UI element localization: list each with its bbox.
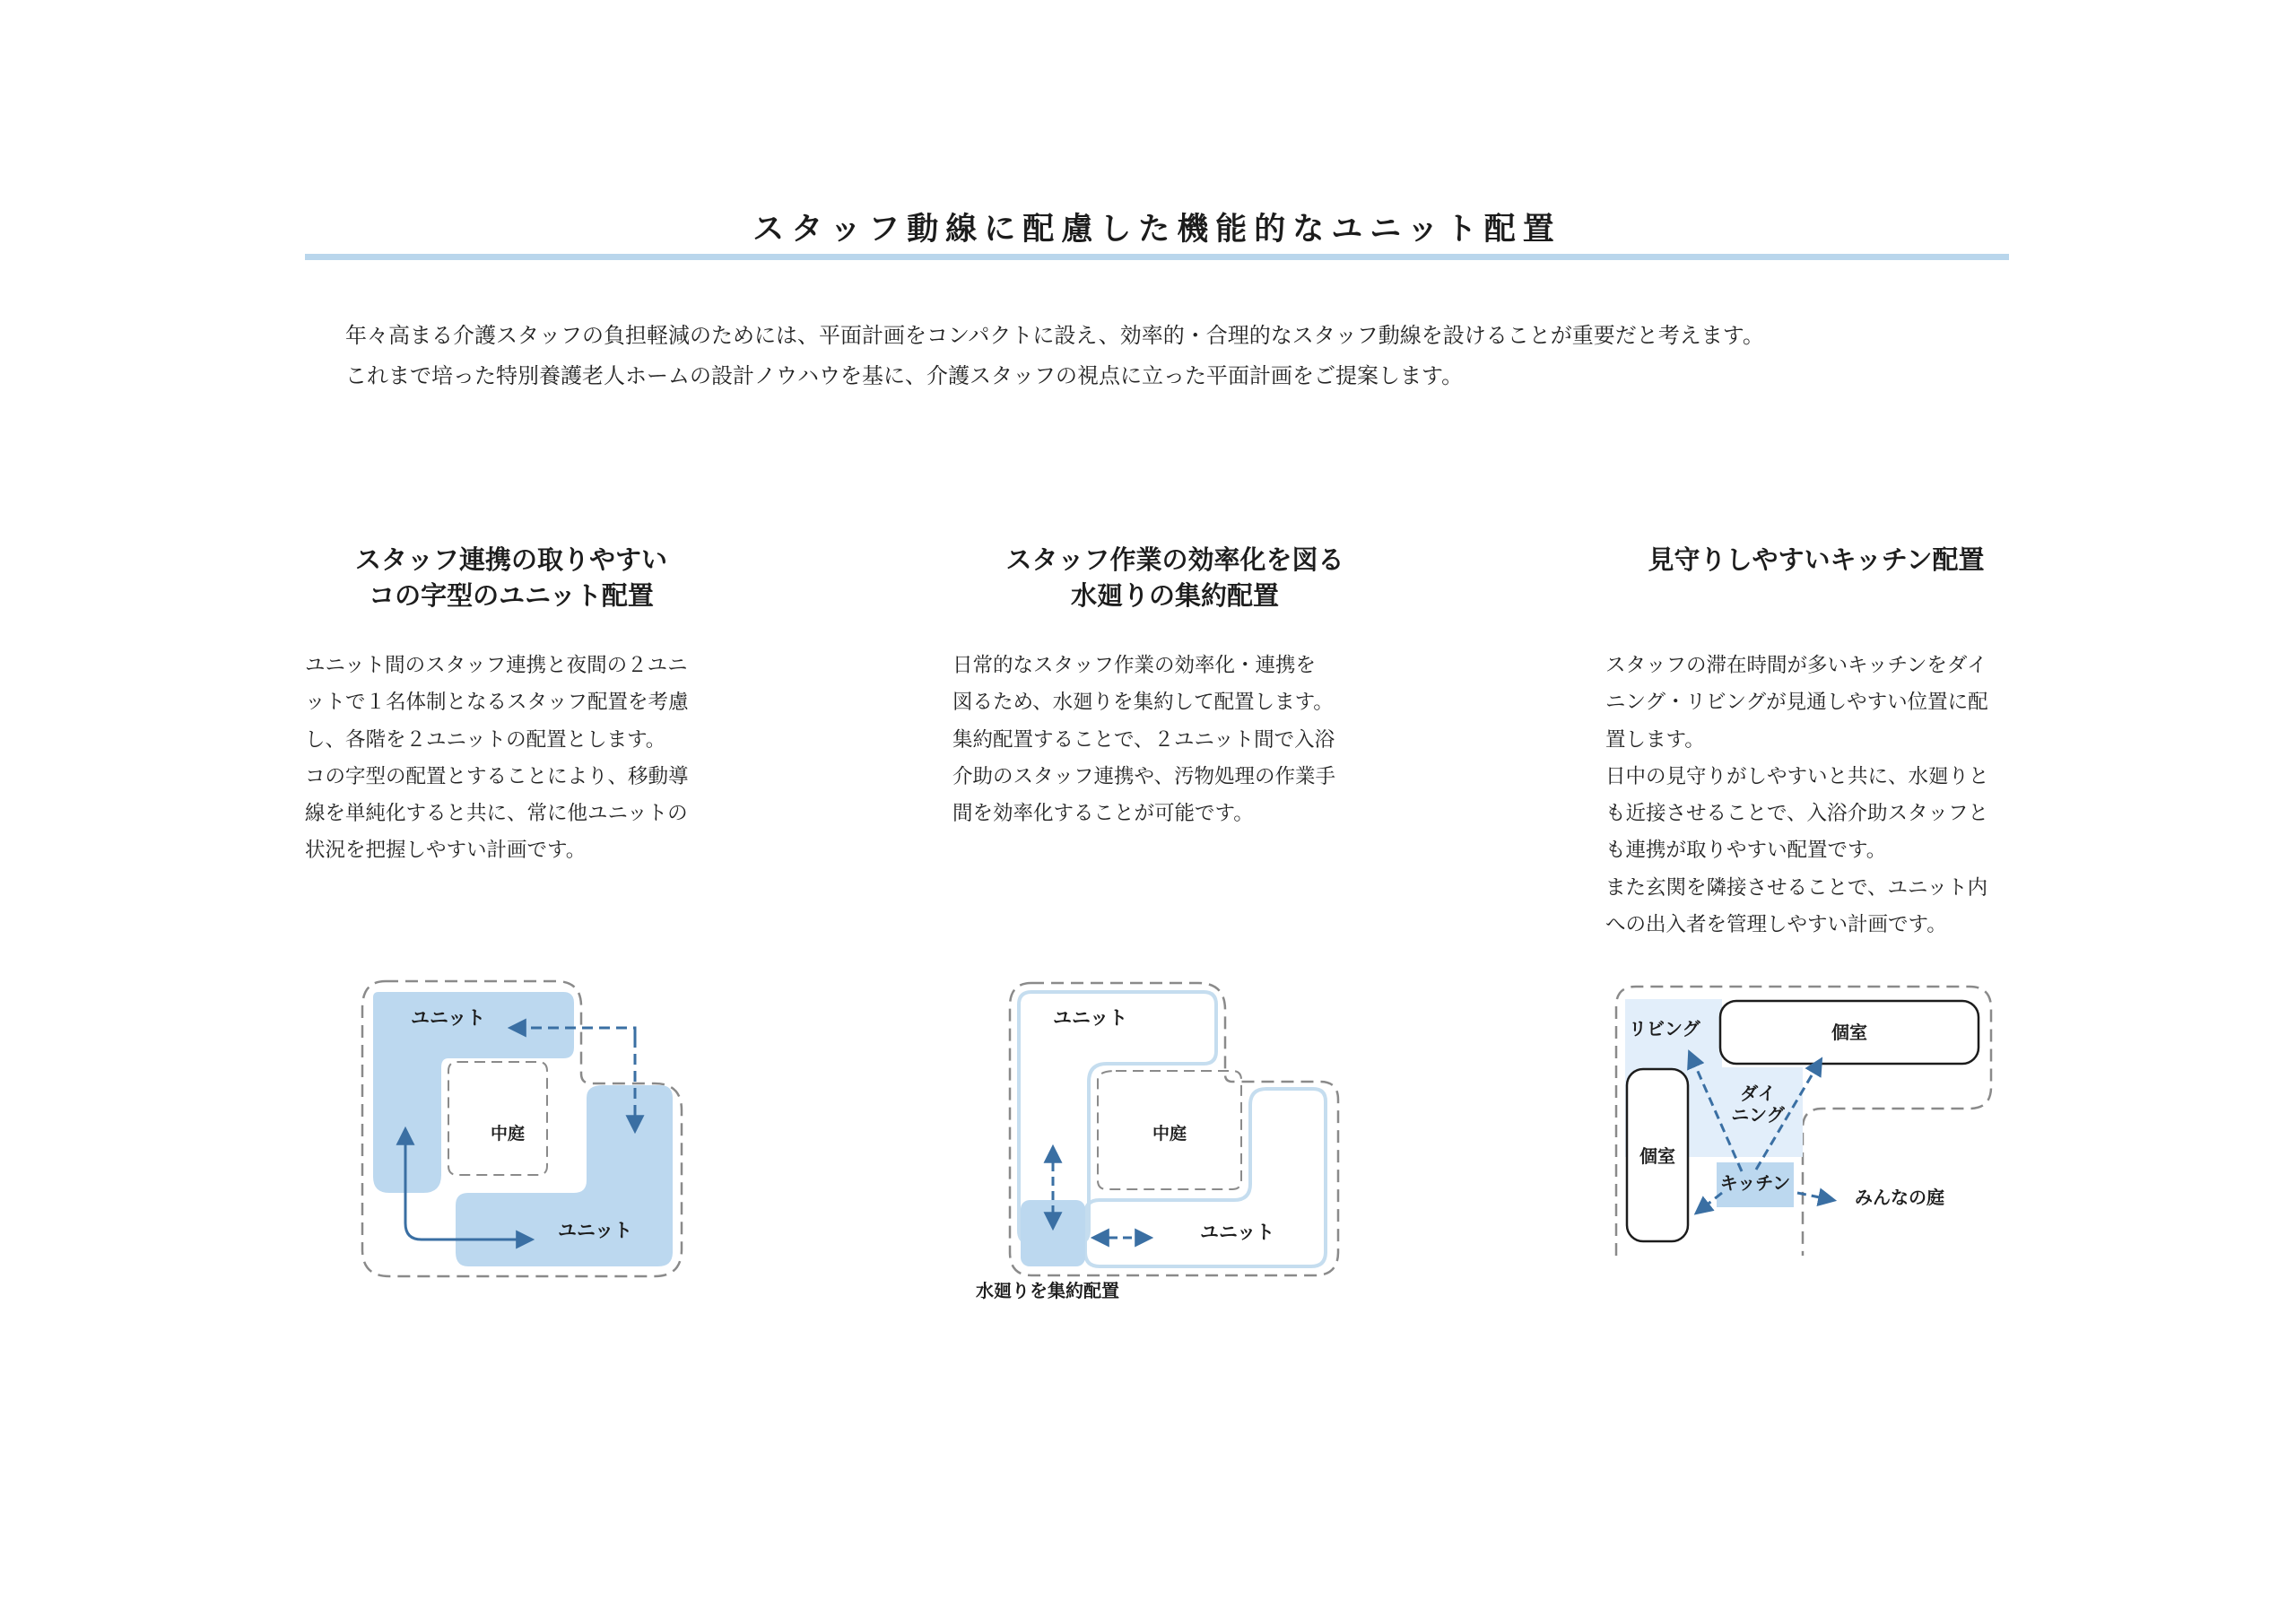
- garden-label: みんなの庭: [1855, 1187, 1944, 1208]
- diagram-water-facilities: [976, 978, 1345, 1318]
- title-underline: [305, 254, 2009, 260]
- column-1-title: スタッフ連携の取りやすい コの字型のユニット配置: [354, 544, 667, 611]
- private-room-left-label: 個室: [1639, 1145, 1675, 1167]
- private-room-top-label: 個室: [1831, 1022, 1867, 1043]
- diagram-kitchen-layout: [1614, 978, 2027, 1283]
- intro-line: これまで培った特別養護老人ホームの設計ノウハウを基に、介護スタッフの視点に立った平面計画をご提案します。: [345, 363, 1464, 388]
- caption-water: 水廻りを集約配置: [976, 1280, 1119, 1301]
- column-3-title: 見守りしやすいキッチン配置: [1648, 544, 1985, 575]
- dining-label-line2: ニング: [1731, 1104, 1785, 1126]
- column-2-body: 日常的なスタッフ作業の効率化・連携を 図るため、水廻りを集約して配置します。 集約配置することで、２ユニット間で入浴 介助のスタッフ連携や、汚物処理の作業手 間を効率化することが可能です。: [952, 654, 1336, 826]
- courtyard-label: 中庭: [1152, 1124, 1187, 1144]
- column-1-body: ユニット間のスタッフ連携と夜間の２ユニ ットで１名体制となるスタッフ配置を考慮 し、各階を２ユニットの配置とします。 コの字型の配置とすることにより、移動導 線を単純化すると共に、常に他ユニットの 状況を把握しやすい計画です。: [305, 654, 689, 863]
- kitchen-label: キッチン: [1719, 1172, 1791, 1194]
- unit-label-top: ユニット: [1053, 1007, 1128, 1029]
- courtyard-label: 中庭: [490, 1124, 526, 1144]
- unit-label-bottom: ユニット: [1200, 1222, 1275, 1243]
- inner-boundary: [448, 1062, 547, 1175]
- dining-label-line1: ダイ: [1740, 1083, 1776, 1104]
- page-title: スタッフ動線に配慮した機能的なユニット配置: [752, 212, 1561, 248]
- intro-text: [345, 316, 2049, 396]
- column-2-title: スタッフ作業の効率化を図る 水廻りの集約配置: [1005, 544, 1344, 611]
- unit-label-top: ユニット: [411, 1007, 486, 1029]
- diagram-u-shaped-units: [359, 978, 691, 1283]
- unit-label-bottom: ユニット: [558, 1220, 633, 1241]
- intro-line: 年々高まる介護スタッフの負担軽減のためには、平面計画をコンパクトに設え、効率的・合理的なスタッフ動線を設けることが重要だと考えます。: [345, 323, 1764, 348]
- living-label: リビング: [1629, 1018, 1700, 1040]
- column-3-body: スタッフの滞在時間が多いキッチンをダイ ニング・リビングが見通しやすい位置に配 置します。 日中の見守りがしやすいと共に、水廻りと も近接させることで、入浴介助スタッフと も連携が取りやすい配置です。 また玄関を隣接させることで、ユニット内 への出入者を管理しやすい計画です。: [1605, 654, 1989, 937]
